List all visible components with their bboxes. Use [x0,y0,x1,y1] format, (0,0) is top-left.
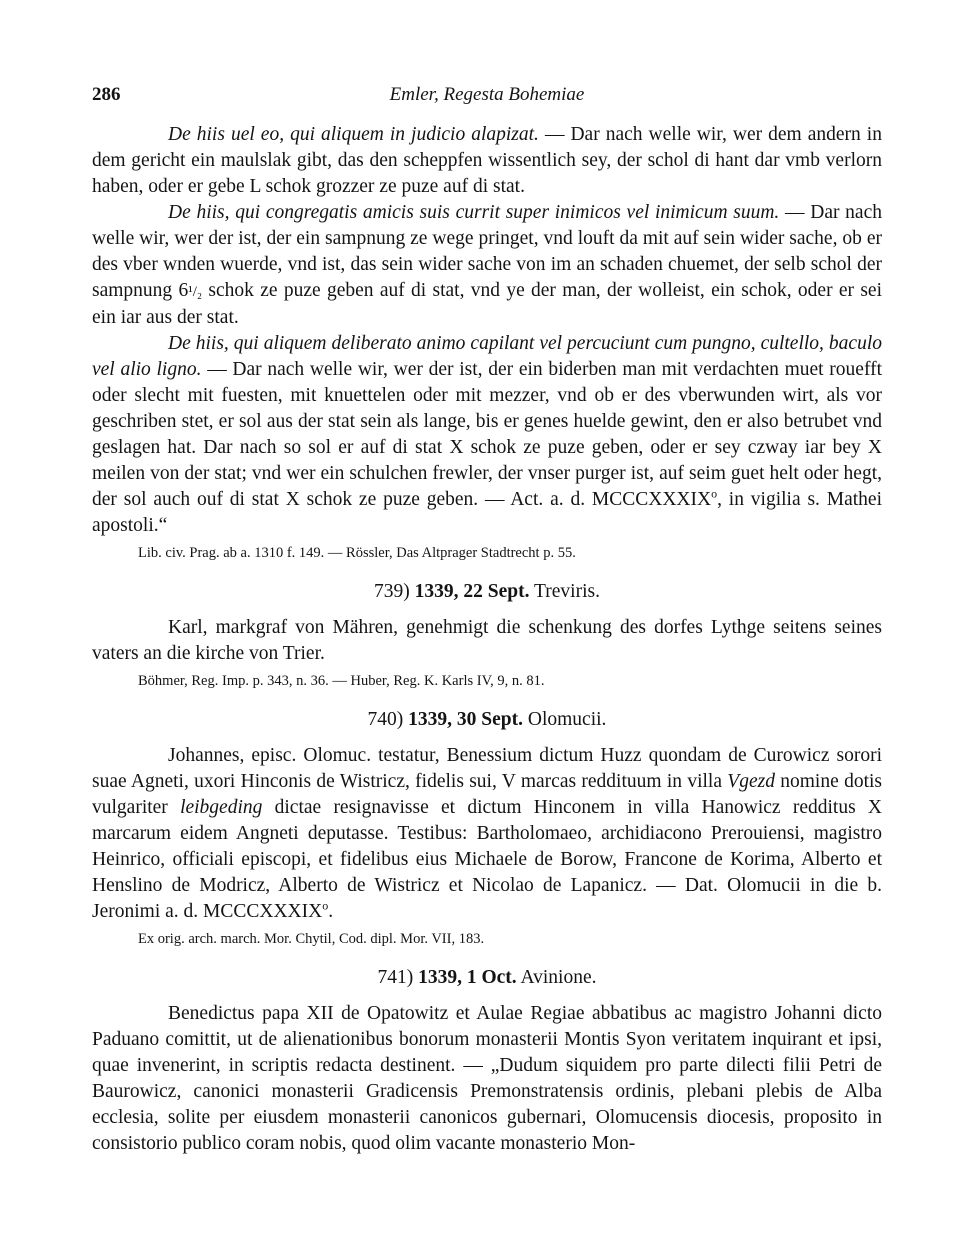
paragraph-title: De hiis, qui aliquem deliberato animo capilant vel percuciunt cum pungno, cultello, baculo vel alio ligno. [92,333,882,380]
paragraph-text: — Dar nach welle wir, wer der ist, der ein biderben man mit verdachten muet rouefft oder slecht mit fuesten, mit knuettelen oder mit mezzer, vnd ob er des vberwunden wirt, als vor geschriben stet, er sol aus der stat sein als lange, bis er genes huelde gewint, den er also betrubet vnd geslagen hat. Dar nach so sol er auf di stat X schok ze puze geben, oder er sey czway iar bey X meilen von der stat; vnd wer ein schulchen frewler, der vnser purger ist, auf seim guet helt oder hegt, der sol auch ouf di stat X schok ze puze geben. — Act. a. d. MCCCXXXIX [92,359,882,510]
entry-date: 1339, 1 Oct. [418,967,517,988]
entry-number: 739) [374,581,410,602]
entry-text: Johannes, episc. Olomuc. testatur, Benessium dictum Huzz quondam de Curowicz sorori suae Agneti, uxori Hinconis de Wistricz, fidelis sui, V marcas reddituum in villa [92,745,882,792]
paragraph-title: De hiis uel eo, qui aliquem in judicio alapizat. [168,124,539,145]
paragraph-text: — Dar nach welle wir, wer dem andern in dem gericht ein maulslak gibt, das den scheppfen wissentlich sey, der schol di hant dar vmb verlorn haben, oder er gebe L schok grozzer ze puze auf di stat. [92,124,882,197]
page-header [92,84,882,114]
paragraph-text: schok ze puze geben auf di stat, vnd ye der man, der wolleist, ein schok, oder er sei ein iar aus der stat. [92,280,882,328]
paragraph-percuciunt [92,331,882,539]
paragraph-title: De hiis, qui congregatis amicis suis currit super inimicos vel inimicum suum. [168,202,780,223]
entry-date: 1339, 22 Sept. [414,581,530,602]
source-citation-740: Ex orig. arch. march. Mor. Chytil, Cod. dipl. Mor. VII, 183. [138,931,485,947]
paragraph-alapizat [92,122,882,200]
page-number: 286 [92,84,121,105]
entry-text: . [328,901,334,922]
paragraph-congregatis [92,200,882,331]
paragraph-text: — Dar nach welle wir, wer der ist, der ein sampnung ze wege pringet, vnd louft da mit auf sein wider sache, ob er des vber wnden wuerde, vnd ist, das sein wider sache von im an schaden chuemet, der selb schol der sampnung 6 [92,202,882,301]
entry-date: 1339, 30 Sept. [408,709,524,730]
source-citation: Lib. civ. Prag. ab a. 1310 f. 149. — Rössler, Das Altprager Stadtrecht p. 55. [138,545,576,561]
page-body [92,122,882,1157]
italic-term: Vgezd [727,771,775,792]
entry-place: Treviris. [534,581,600,602]
entry-heading-741 [92,965,882,991]
entry-number: 741) [377,967,414,988]
entry-heading-740 [92,707,882,733]
entry-text-741: Benedictus papa XII de Opatowitz et Aulae Regiae abbatibus ac magistro Johanni dicto Paduano comittit, ut de alienationibus bonorum monasterii Montis Syon veritatem inquirant et ipsi, quae invenerint, in scriptis redacta destinent. — „Dudum siquidem pro parte dilecti filii Petri de Baurowicz, canonici monasterii Gradicensis Premonstratensis ordinis, plebani plebis de Alba ecclesia, solite per eiusdem monasterii canonicos gubernari, Olomucensis diocesis, proposito in consistorio publico coram nobis, quod olim vacante monasterio Mon- [92,1003,882,1154]
fraction: ¹/₂ [188,284,203,300]
entry-text: nomine dotis vulgariter [92,771,882,818]
entry-place: Olomucii. [527,709,607,730]
entry-number: 740) [367,709,404,730]
paragraph-text: , in vigilia s. Mathei apostoli.“ [92,489,882,536]
source-citation-739: Böhmer, Reg. Imp. p. 343, n. 36. — Huber, Reg. K. Karls IV, 9, n. 81. [138,673,545,689]
superscript: o [711,486,718,501]
entry-place: Avinione. [520,967,597,988]
entry-text-740 [92,743,882,925]
superscript: o [322,898,329,913]
entry-text-739: Karl, markgraf von Mähren, genehmigt die schenkung des dorfes Lythge seitens seines vaters an die kirche von Trier. [92,617,882,664]
entry-heading-739 [92,579,882,605]
entry-text: dictae resignavisse et dictum Hinconem in villa Hanowicz redditus X marcarum eidem Angneti deputasse. Testibus: Bartholomaeo, archidiacono Prerouiensi, magistro Heinrico, officiali episcopi, et fidelibus eius Michaele de Borow, Francone de Korima, Alberto et Henslino de Modricz, Alberto de Wistricz et Nicolao de Lapanicz. — Dat. Olomucii in die b. Jeronimi a. d. MCCCXXXIX [92,797,882,922]
running-head: Emler, Regesta Bohemiae [389,84,585,105]
italic-term: leibgeding [180,797,263,818]
